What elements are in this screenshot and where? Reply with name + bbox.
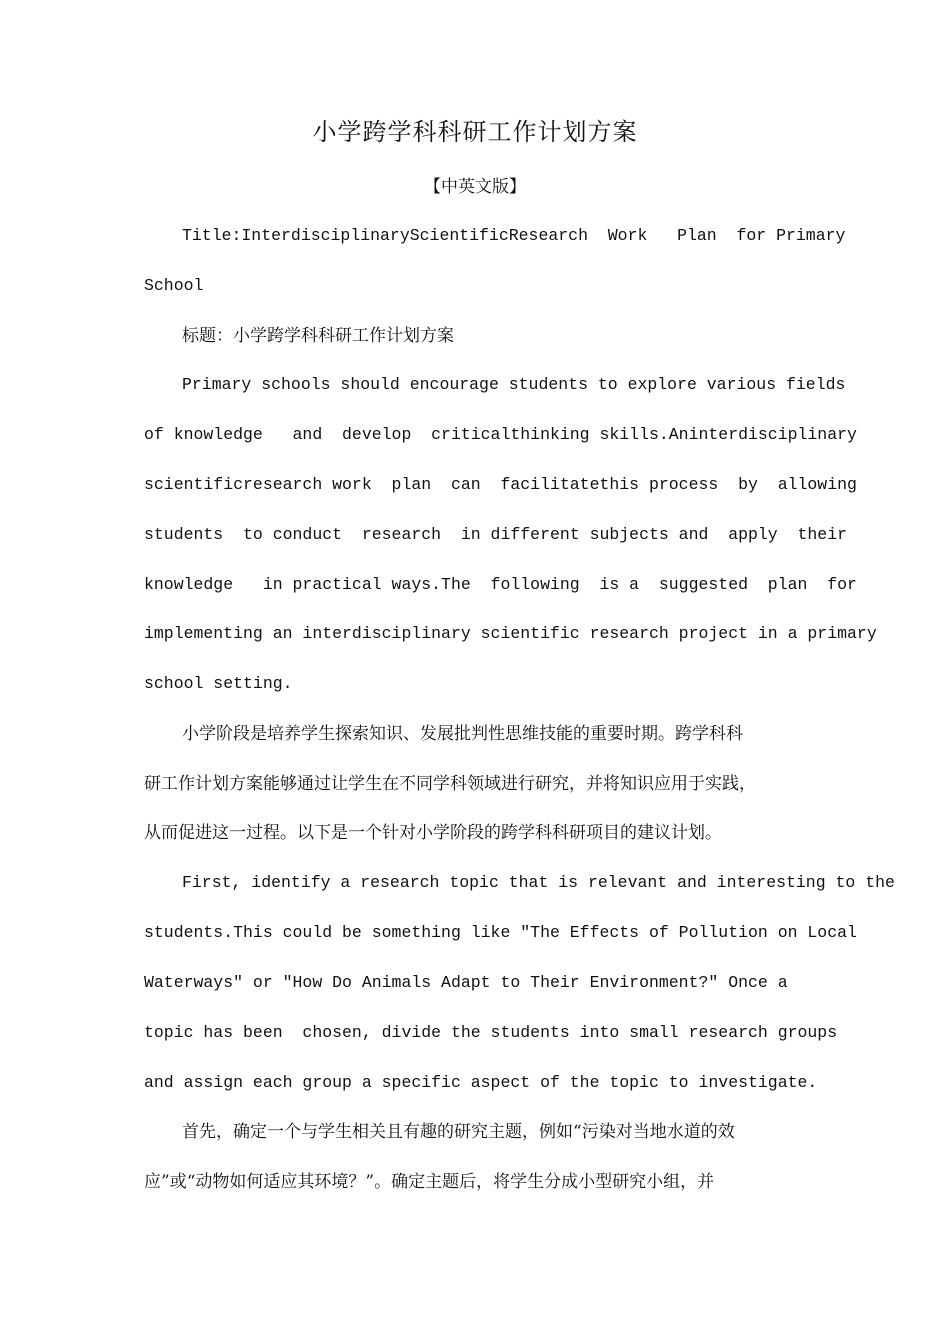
document-title: 小学跨学科科研工作计划方案: [312, 118, 638, 146]
text-line: First, identify a research topic that is relevant and interesting to the: [182, 873, 895, 892]
text-line: Title:InterdisciplinaryScientificResearch Work Plan for Primary: [182, 226, 846, 245]
text-line: 标题：小学跨学科科研工作计划方案: [182, 326, 454, 346]
text-line: 小学阶段是培养学生探索知识、发展批判性思维技能的重要时期。跨学科科: [182, 724, 743, 744]
text-line: 从而促进这一过程。以下是一个针对小学阶段的跨学科科研项目的建议计划。: [144, 823, 722, 843]
text-line: implementing an interdisciplinary scientific research project in a primary: [144, 624, 877, 643]
text-line: knowledge in practical ways.The following is a suggested plan for: [144, 575, 857, 594]
text-line: students to conduct research in different subjects and apply their: [144, 525, 848, 544]
text-line: and assign each group a specific aspect of the topic to investigate.: [144, 1073, 818, 1092]
text-line: school setting.: [144, 674, 293, 693]
text-line: 研工作计划方案能够通过让学生在不同学科领域进行研究，并将知识应用于实践，: [144, 774, 756, 794]
text-line: scientificresearch work plan can facilitatethis process by allowing: [144, 475, 857, 494]
text-line: topic has been chosen, divide the students into small research groups: [144, 1023, 838, 1042]
text-line: Primary schools should encourage students to explore various fields: [182, 375, 846, 394]
text-line: of knowledge and develop criticalthinking skills.Aninterdisciplinary: [144, 425, 857, 444]
text-line: 应”或“动物如何适应其环境？”。确定主题后，将学生分成小型研究小组，并: [144, 1172, 715, 1192]
text-line: students.This could be something like "The Effects of Pollution on Local: [144, 923, 857, 942]
document-subtitle: 【中英文版】: [424, 177, 526, 197]
text-line: 首先，确定一个与学生相关且有趣的研究主题，例如“污染对当地水道的效: [182, 1122, 735, 1142]
text-line: Waterways" or "How Do Animals Adapt to Their Environment?" Once a: [144, 973, 788, 992]
text-line: School: [144, 276, 204, 295]
